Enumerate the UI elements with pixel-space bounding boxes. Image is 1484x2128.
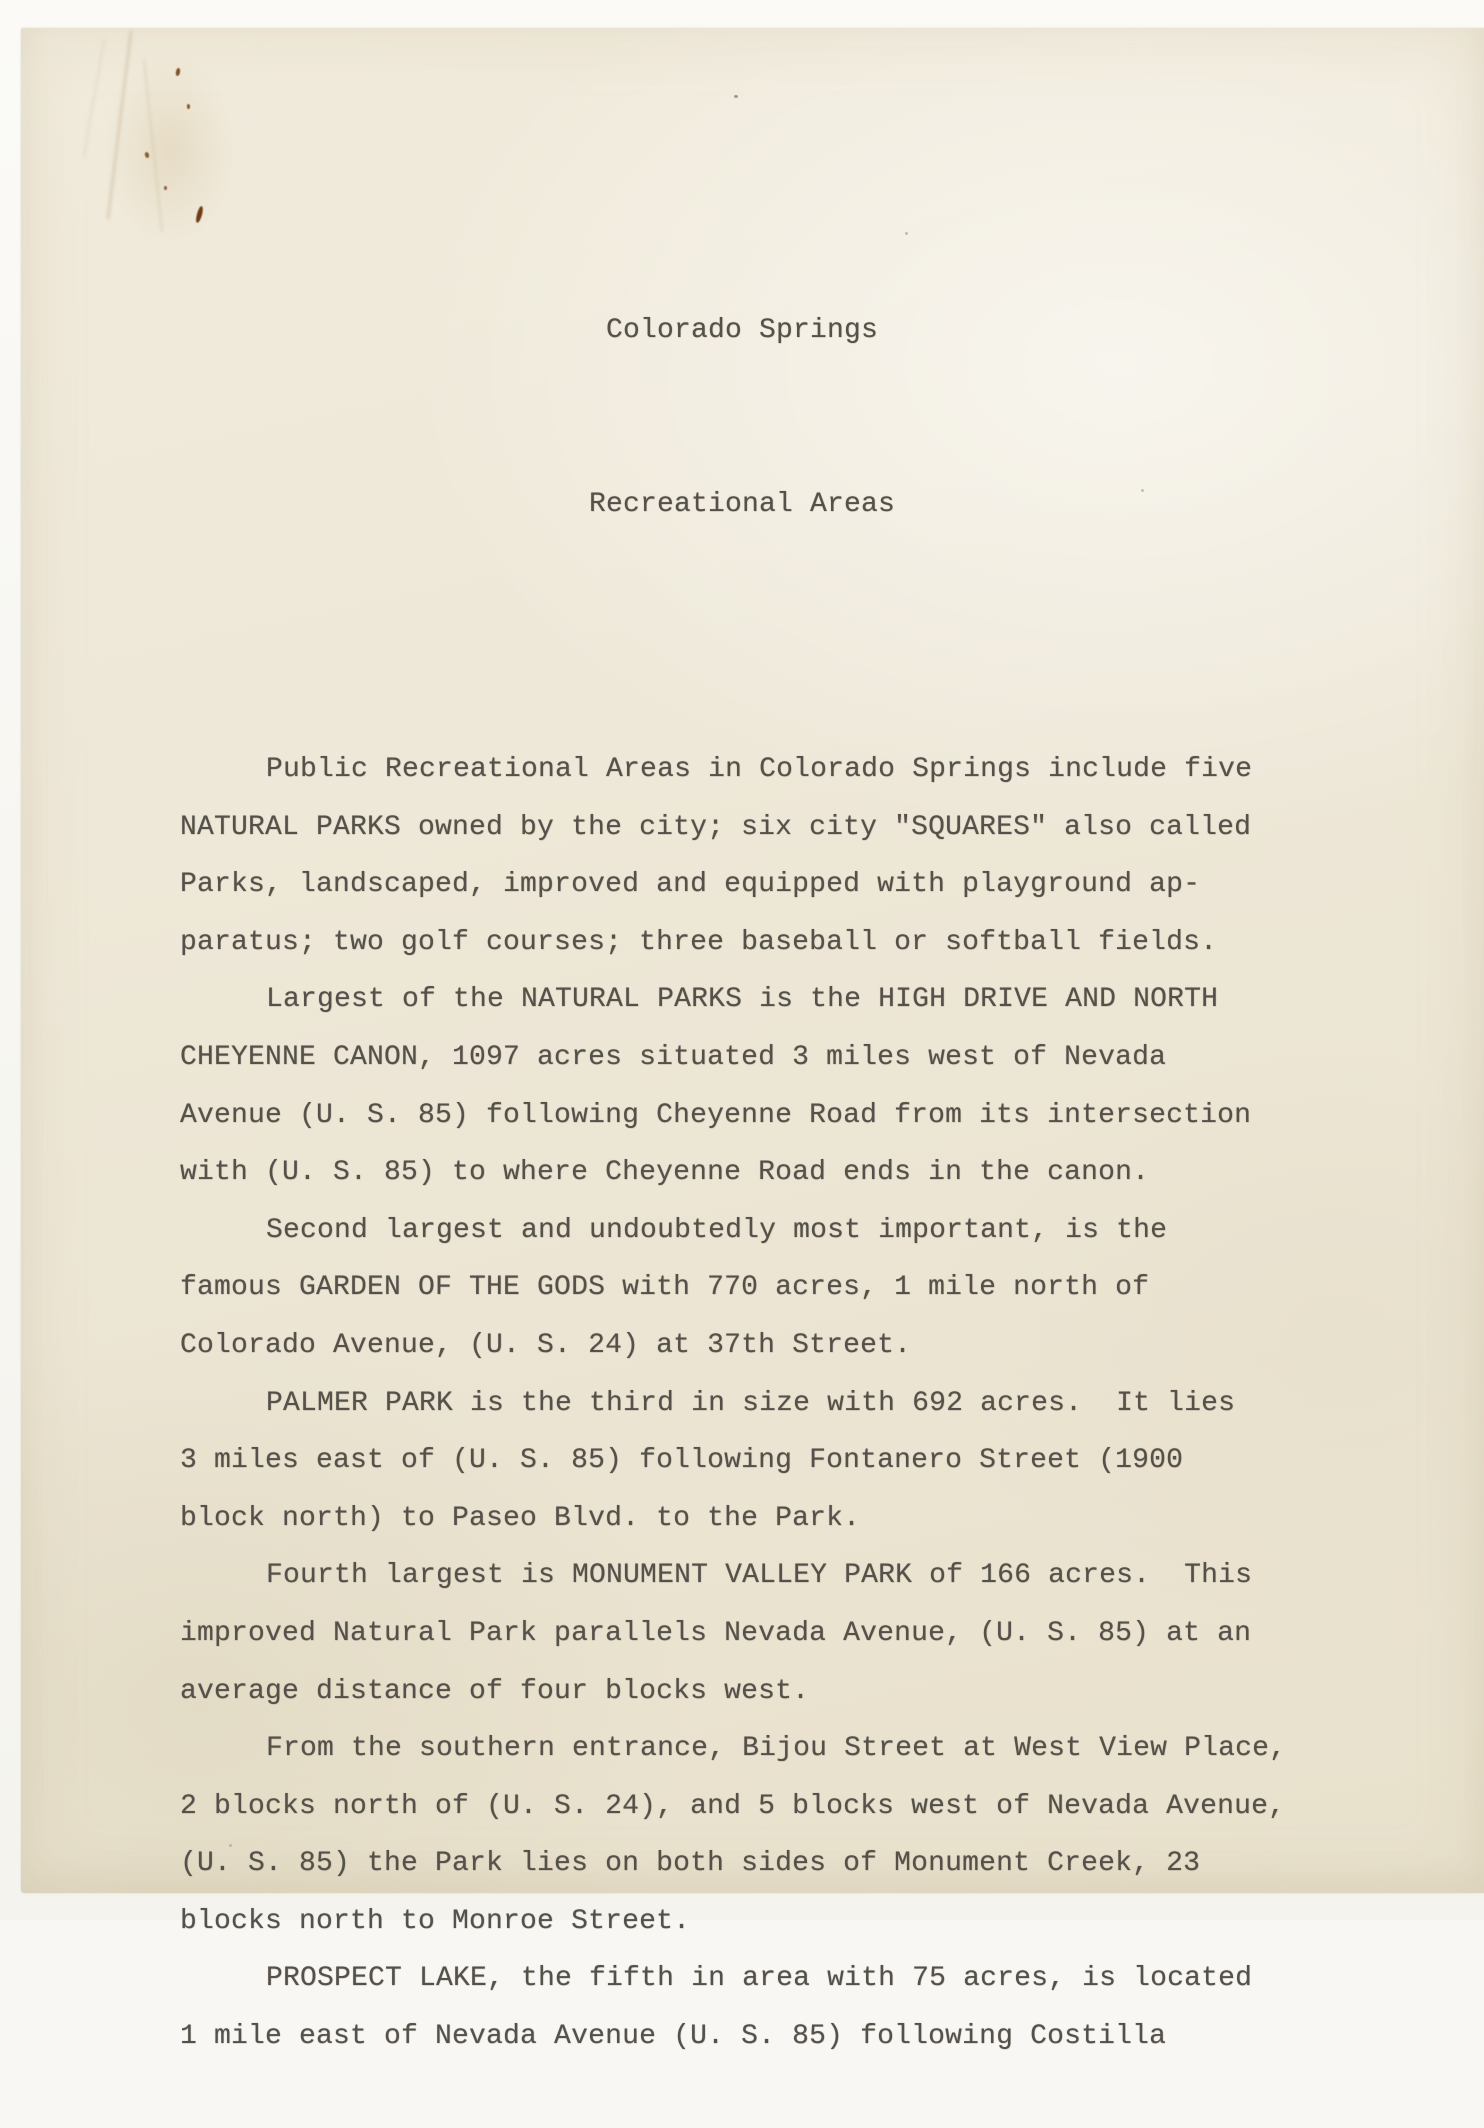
title-line-1: Colorado Springs xyxy=(605,315,879,346)
paper-fleck xyxy=(734,95,738,98)
text-line: PROSPECT LAKE, the fifth in area with 75 acres, is located xyxy=(266,1963,1253,1995)
title-line-2: Recreational Areas xyxy=(588,489,896,520)
text-line: average distance of four blocks west. xyxy=(180,1675,810,1707)
typewritten-content xyxy=(180,124,1304,2128)
document-title xyxy=(180,186,1304,650)
text-line: Avenue (U. S. 85) following Cheyenne Road from its intersection xyxy=(180,1099,1252,1131)
text-line: Colorado Avenue, (U. S. 24) at 37th Street. xyxy=(180,1329,912,1361)
text-line: Parks, landscaped, improved and equipped with playground ap- xyxy=(180,869,1201,901)
document-page xyxy=(21,28,1484,2053)
text-line: blocks north to Monroe Street. xyxy=(180,1905,691,1937)
text-line: PALMER PARK is the third in size with 692 acres. It lies xyxy=(266,1387,1236,1419)
text-line: Public Recreational Areas in Colorado Springs include five xyxy=(266,754,1253,785)
text-line: Largest of the NATURAL PARKS is the HIGH DRIVE AND NORTH xyxy=(266,984,1219,1016)
text-line: (U. S. 85) the Park lies on both sides of Monument Creek, 23 xyxy=(180,1848,1201,1880)
text-line: 3 miles east of (U. S. 85) following Fontanero Street (1900 xyxy=(180,1445,1184,1477)
text-line: NATURAL PARKS owned by the city; six city "SQUARES" also called xyxy=(180,811,1252,843)
text-line: From the southern entrance, Bijou Street at West View Place, xyxy=(266,1733,1287,1765)
text-line: with (U. S. 85) to where Cheyenne Road ends in the canon. xyxy=(180,1157,1150,1189)
text-line: famous GARDEN OF THE GODS with 770 acres, 1 mile north of xyxy=(180,1272,1150,1304)
text-line: 1 mile east of Nevada Avenue (U. S. 85) following Costilla xyxy=(180,2021,1167,2053)
text-line: Second largest and undoubtedly most important, is the xyxy=(266,1214,1168,1246)
stain-speck xyxy=(187,104,190,109)
text-line: Fourth largest is MONUMENT VALLEY PARK of 166 acres. This xyxy=(266,1560,1253,1592)
text-line: improved Natural Park parallels Nevada Avenue, (U. S. 85) at an xyxy=(180,1617,1252,1649)
stain-speck xyxy=(164,186,167,190)
text-line: block north) to Paseo Blvd. to the Park. xyxy=(180,1502,861,1534)
text-line: paratus; two golf courses; three baseball or softball fields. xyxy=(180,926,1218,958)
text-line: 2 blocks north of (U. S. 24), and 5 blocks west of Nevada Avenue, xyxy=(180,1790,1286,1822)
text-line: CHEYENNE CANON, 1097 acres situated 3 miles west of Nevada xyxy=(180,1041,1167,1073)
document-body xyxy=(180,741,1304,2066)
